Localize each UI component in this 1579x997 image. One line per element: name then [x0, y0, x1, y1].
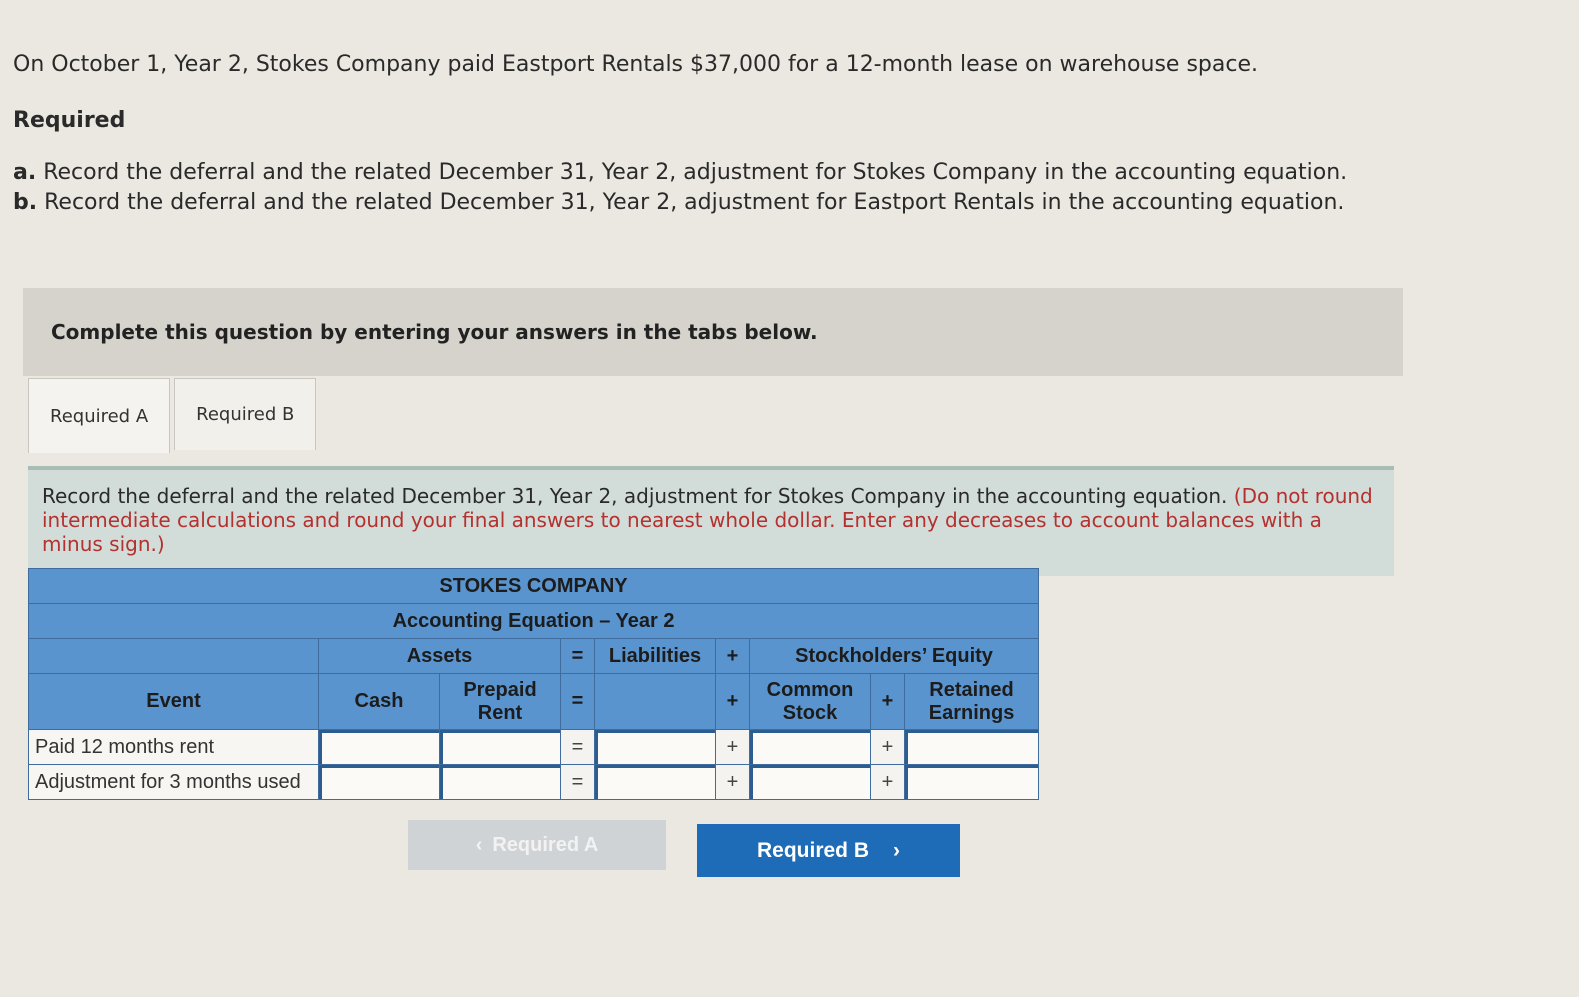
event-label: Paid 12 months rent: [29, 730, 319, 765]
prepaid-rent-header: Prepaid Rent: [440, 674, 561, 730]
next-required-b-button[interactable]: Required B ›: [697, 824, 960, 877]
chevron-left-icon: ‹: [475, 833, 483, 856]
plus-sign: +: [716, 674, 750, 730]
liabilities-input[interactable]: [595, 730, 715, 764]
accounting-equation-table: [28, 568, 1039, 800]
problem-statement: [13, 50, 1513, 218]
plus-sign: +: [716, 730, 750, 765]
tab-bar: [28, 378, 320, 453]
equals-sign: =: [561, 674, 595, 730]
instruction-main: Record the deferral and the related December 31, Year 2, adjustment for Stokes Company in the accounting equation.: [42, 484, 1228, 508]
tab-required-b[interactable]: Required B: [174, 378, 316, 450]
required-heading: Required: [13, 108, 126, 133]
liabilities-subheader: [595, 674, 716, 730]
prepaid-rent-input[interactable]: [440, 765, 560, 799]
common-stock-header: Common Stock: [750, 674, 871, 730]
tab-instruction: [28, 466, 1394, 576]
assets-header: Assets: [319, 639, 561, 674]
cash-input[interactable]: [319, 765, 439, 799]
liabilities-header: Liabilities: [595, 639, 716, 674]
prev-required-a-button[interactable]: ‹ Required A: [408, 820, 666, 870]
plus-sign: +: [716, 765, 750, 800]
cash-header: Cash: [319, 674, 440, 730]
part-b: b. Record the deferral and the related December 31, Year 2, adjustment for Eastport Rentals in the accounting equation.: [13, 190, 1345, 215]
prepaid-rent-input[interactable]: [440, 730, 560, 764]
instruction-note: (Do not round intermediate calculations and round your final answers to nearest whole dollar. Enter any decreases to account balances with a minus sign.): [42, 484, 1373, 556]
company-title: STOKES COMPANY: [29, 569, 1039, 604]
common-stock-input[interactable]: [750, 765, 870, 799]
plus-sign: +: [871, 765, 905, 800]
liabilities-input[interactable]: [595, 765, 715, 799]
event-label: Adjustment for 3 months used: [29, 765, 319, 800]
cash-input[interactable]: [319, 730, 439, 764]
part-a: a. Record the deferral and the related December 31, Year 2, adjustment for Stokes Company in the accounting equation.: [13, 160, 1348, 185]
retained-earnings-input[interactable]: [905, 765, 1038, 799]
retained-earnings-input[interactable]: [905, 730, 1038, 764]
retained-earnings-header: Retained Earnings: [905, 674, 1039, 730]
event-header: Event: [29, 674, 319, 730]
plus-sign: +: [716, 639, 750, 674]
common-stock-input[interactable]: [750, 730, 870, 764]
table-row: [29, 765, 1039, 800]
required-parts: [13, 158, 1513, 218]
equity-header: Stockholders’ Equity: [750, 639, 1039, 674]
tab-required-a[interactable]: Required A: [28, 378, 170, 453]
chevron-right-icon: ›: [893, 838, 900, 862]
plus-sign: +: [871, 730, 905, 765]
equals-sign: =: [561, 639, 595, 674]
equals-sign: =: [561, 730, 595, 765]
problem-intro: On October 1, Year 2, Stokes Company paid Eastport Rentals $37,000 for a 12-month lease on warehouse space.: [13, 52, 1258, 77]
equals-sign: =: [561, 765, 595, 800]
plus-sign: +: [871, 674, 905, 730]
equation-subtitle: Accounting Equation – Year 2: [29, 604, 1039, 639]
table-row: [29, 730, 1039, 765]
instructions-banner: Complete this question by entering your answers in the tabs below.: [23, 288, 1403, 376]
